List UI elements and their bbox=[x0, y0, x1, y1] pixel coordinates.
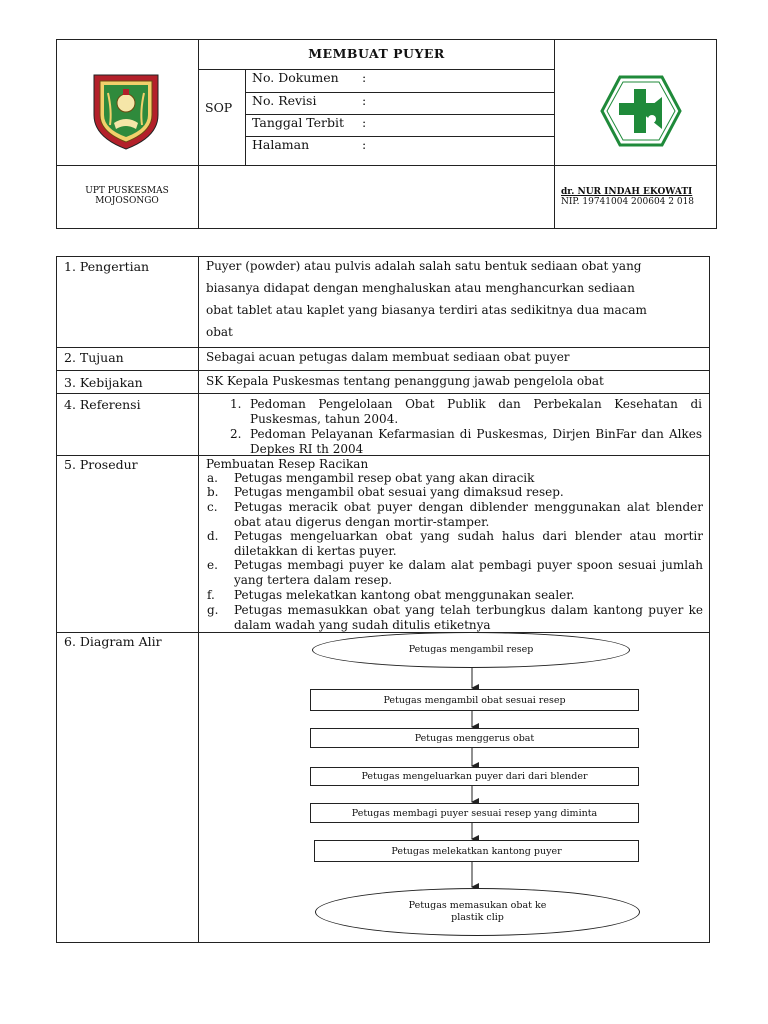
pengertian-line-4: obat bbox=[206, 325, 233, 339]
field-no-revisi-sep: : bbox=[362, 93, 367, 108]
pengertian-line-1: Puyer (powder) atau pulvis adalah salah satu bentuk sediaan obat yang bbox=[206, 259, 642, 273]
flow-node-4: Petugas mengeluarkan puyer dari dari blender bbox=[310, 767, 639, 786]
sop-label: SOP bbox=[205, 100, 233, 115]
prosedur-step-c-text: Petugas meracik obat puyer dengan diblender menggunakan alat blender obat atau digerus dengan mortir-stamper. bbox=[234, 500, 703, 529]
referensi-item-2-num: 2. bbox=[230, 427, 242, 441]
org-name-line2: MOJOSONGO bbox=[95, 196, 159, 206]
field-tanggal-terbit: Tanggal Terbit bbox=[252, 115, 345, 130]
referensi-item-1-text: Pedoman Pengelolaan Obat Publik dan Perbekalan Kesehatan di Puskesmas, tahun 2004. bbox=[250, 397, 702, 426]
field-halaman-sep: : bbox=[362, 137, 367, 152]
field-no-dokumen: No. Dokumen bbox=[252, 70, 339, 85]
field-no-revisi: No. Revisi bbox=[252, 93, 317, 108]
flow-node-6: Petugas melekatkan kantong puyer bbox=[314, 840, 639, 862]
label-kebijakan: 3. Kebijakan bbox=[64, 375, 143, 390]
label-prosedur: 5. Prosedur bbox=[64, 457, 138, 472]
signer-name: dr. NUR INDAH EKOWATI bbox=[561, 187, 693, 197]
pengertian-line-2: biasanya didapat dengan menghaluskan atau menghancurkan sediaan bbox=[206, 281, 635, 295]
page-title: MEMBUAT PUYER bbox=[308, 46, 445, 61]
prosedur-step-b-key: b. bbox=[207, 485, 219, 499]
prosedur-step-f-text: Petugas melekatkan kantong obat menggunakan sealer. bbox=[234, 588, 575, 602]
prosedur-step-d-text: Petugas mengeluarkan obat yang sudah halus dari blender atau mortir diletakkan di kertas puyer. bbox=[234, 529, 703, 558]
prosedur-step-g-text: Petugas memasukkan obat yang telah terbungkus dalam kantong puyer ke dalam wadah yang sudah ditulis etiketnya bbox=[234, 603, 703, 632]
kebijakan-text: SK Kepala Puskesmas tentang penanggung jawab pengelola obat bbox=[206, 374, 604, 388]
flow-node-end: Petugas memasukan obat ke plastik clip bbox=[315, 888, 640, 936]
tujuan-text: Sebagai acuan petugas dalam membuat sediaan obat puyer bbox=[206, 350, 570, 364]
prosedur-step-f-key: f. bbox=[207, 588, 215, 602]
prosedur-step-e-key: e. bbox=[207, 558, 218, 572]
label-tujuan: 2. Tujuan bbox=[64, 350, 124, 365]
pengertian-line-3: obat tablet atau kaplet yang biasanya terdiri atas sedikitnya dua macam bbox=[206, 303, 647, 317]
flow-node-3: Petugas menggerus obat bbox=[310, 728, 639, 748]
prosedur-step-d-key: d. bbox=[207, 529, 219, 543]
flow-node-5: Petugas membagi puyer sesuai resep yang diminta bbox=[310, 803, 639, 823]
referensi-item-2-text: Pedoman Pelayanan Kefarmasian di Puskesmas, Dirjen BinFar dan Alkes Depkes RI th 2004 bbox=[250, 427, 702, 456]
prosedur-heading: Pembuatan Resep Racikan bbox=[206, 457, 369, 471]
field-tanggal-terbit-sep: : bbox=[362, 115, 367, 130]
prosedur-step-g-key: g. bbox=[207, 603, 219, 617]
label-pengertian: 1. Pengertian bbox=[64, 259, 150, 274]
field-no-dokumen-sep: : bbox=[362, 70, 367, 85]
label-referensi: 4. Referensi bbox=[64, 397, 141, 412]
prosedur-step-a-text: Petugas mengambil resep obat yang akan diracik bbox=[234, 471, 535, 485]
org-name-line1: UPT PUSKESMAS bbox=[85, 186, 169, 196]
field-halaman: Halaman bbox=[252, 137, 310, 152]
flow-node-start: Petugas mengambil resep bbox=[312, 632, 630, 668]
prosedur-step-c-key: c. bbox=[207, 500, 218, 514]
signer-nip: NIP. 19741004 200604 2 018 bbox=[561, 197, 695, 207]
prosedur-step-a-key: a. bbox=[207, 471, 218, 485]
flow-node-2: Petugas mengambil obat sesuai resep bbox=[310, 689, 639, 711]
prosedur-step-b-text: Petugas mengambil obat sesuai yang dimaksud resep. bbox=[234, 485, 564, 499]
label-diagram-alir: 6. Diagram Alir bbox=[64, 634, 162, 649]
prosedur-step-e-text: Petugas membagi puyer ke dalam alat pembagi puyer spoon sesuai jumlah yang tertera dalam resep. bbox=[234, 558, 703, 587]
referensi-item-1-num: 1. bbox=[230, 397, 242, 411]
